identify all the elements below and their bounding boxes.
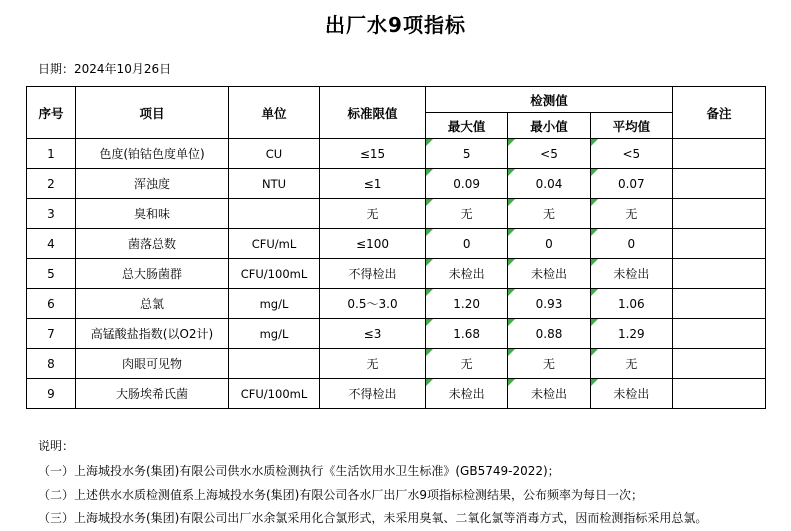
cell-avg: 1.06	[590, 289, 672, 319]
cell-remark	[673, 259, 766, 289]
cell-remark	[673, 349, 766, 379]
cell-max: 1.68	[426, 319, 508, 349]
cell-remark	[673, 169, 766, 199]
notes-title: 说明：	[38, 439, 75, 453]
cell-avg: 1.29	[590, 319, 672, 349]
cell-remark	[673, 199, 766, 229]
date-line	[38, 60, 791, 77]
header-index: 序号	[27, 87, 76, 139]
table-row	[27, 199, 766, 229]
cell-max: 无	[426, 199, 508, 229]
cell-index: 7	[27, 319, 76, 349]
cell-min: 无	[508, 199, 590, 229]
cell-unit: CU	[229, 139, 320, 169]
cell-limit: 不得检出	[320, 259, 426, 289]
cell-limit: 无	[320, 199, 426, 229]
cell-item: 总大肠菌群	[76, 259, 229, 289]
header-measured: 检测值	[426, 87, 673, 113]
table-row	[27, 289, 766, 319]
cell-max: 无	[426, 349, 508, 379]
cell-index: 5	[27, 259, 76, 289]
cell-index: 6	[27, 289, 76, 319]
cell-min: 0	[508, 229, 590, 259]
cell-unit: NTU	[229, 169, 320, 199]
cell-unit: mg/L	[229, 289, 320, 319]
cell-max: 未检出	[426, 259, 508, 289]
table-body	[27, 139, 766, 409]
cell-index: 1	[27, 139, 76, 169]
cell-remark	[673, 289, 766, 319]
cell-limit: ≤1	[320, 169, 426, 199]
cell-avg: 0.07	[590, 169, 672, 199]
header-limit: 标准限值	[320, 87, 426, 139]
cell-remark	[673, 139, 766, 169]
cell-unit: CFU/100mL	[229, 259, 320, 289]
cell-limit: 无	[320, 349, 426, 379]
header-unit: 单位	[229, 87, 320, 139]
cell-limit: ≤100	[320, 229, 426, 259]
cell-unit: mg/L	[229, 319, 320, 349]
cell-max: 1.20	[426, 289, 508, 319]
cell-avg: 无	[590, 199, 672, 229]
cell-min: 0.93	[508, 289, 590, 319]
cell-item: 高锰酸盐指数(以O2计)	[76, 319, 229, 349]
header-item: 项目	[76, 87, 229, 139]
table-row	[27, 139, 766, 169]
cell-index: 4	[27, 229, 76, 259]
table-row	[27, 229, 766, 259]
cell-index: 9	[27, 379, 76, 409]
note-item: （二）上述供水水质检测值系上海城投水务(集团)有限公司各水厂出厂水9项指标检测结果，公布频率为每日一次；	[38, 487, 644, 502]
cell-unit	[229, 349, 320, 379]
cell-index: 8	[27, 349, 76, 379]
cell-avg: 0	[590, 229, 672, 259]
cell-min: 0.88	[508, 319, 590, 349]
cell-limit: 0.5～3.0	[320, 289, 426, 319]
cell-item: 总氯	[76, 289, 229, 319]
cell-avg: 未检出	[590, 379, 672, 409]
cell-min: 未检出	[508, 379, 590, 409]
cell-remark	[673, 379, 766, 409]
table-row	[27, 379, 766, 409]
cell-avg: 无	[590, 349, 672, 379]
cell-avg: <5	[590, 139, 672, 169]
cell-index: 3	[27, 199, 76, 229]
header-max: 最大值	[426, 113, 508, 139]
cell-max: 未检出	[426, 379, 508, 409]
date-value: 2024年10月26日	[74, 62, 172, 76]
cell-unit: CFU/100mL	[229, 379, 320, 409]
cell-min: 未检出	[508, 259, 590, 289]
cell-item: 色度(铂钴色度单位)	[76, 139, 229, 169]
cell-limit: ≤15	[320, 139, 426, 169]
cell-index: 2	[27, 169, 76, 199]
cell-limit: 不得检出	[320, 379, 426, 409]
cell-max: 5	[426, 139, 508, 169]
table-row	[27, 169, 766, 199]
header-remark: 备注	[673, 87, 766, 139]
table-row	[27, 259, 766, 289]
header-avg: 平均值	[590, 113, 672, 139]
header-min: 最小值	[508, 113, 590, 139]
table-row	[27, 349, 766, 379]
cell-remark	[673, 229, 766, 259]
cell-min: 0.04	[508, 169, 590, 199]
cell-item: 臭和味	[76, 199, 229, 229]
cell-item: 菌落总数	[76, 229, 229, 259]
cell-unit: CFU/mL	[229, 229, 320, 259]
note-item: （一）上海城投水务(集团)有限公司供水水质检测执行《生活饮用水卫生标准》(GB5749-2022)；	[38, 464, 560, 479]
cell-min: 无	[508, 349, 590, 379]
notes-section	[38, 435, 791, 531]
cell-item: 浑浊度	[76, 169, 229, 199]
cell-unit	[229, 199, 320, 229]
cell-item: 大肠埃希氏菌	[76, 379, 229, 409]
cell-avg: 未检出	[590, 259, 672, 289]
cell-item: 肉眼可见物	[76, 349, 229, 379]
cell-max: 0.09	[426, 169, 508, 199]
water-quality-table	[26, 86, 766, 409]
cell-limit: ≤3	[320, 319, 426, 349]
date-label: 日期：	[38, 62, 75, 76]
table-head	[27, 87, 766, 139]
cell-max: 0	[426, 229, 508, 259]
table-header-row-1	[27, 87, 766, 113]
table-row	[27, 319, 766, 349]
cell-remark	[673, 319, 766, 349]
note-item: （三）上海城投水务(集团)有限公司出厂水余氯采用化合氯形式，未采用臭氧、二氧化氯等消毒方式，因而检测指标采用总氯。	[38, 511, 708, 526]
page-title: 出厂水9项指标	[325, 13, 466, 37]
cell-min: <5	[508, 139, 590, 169]
